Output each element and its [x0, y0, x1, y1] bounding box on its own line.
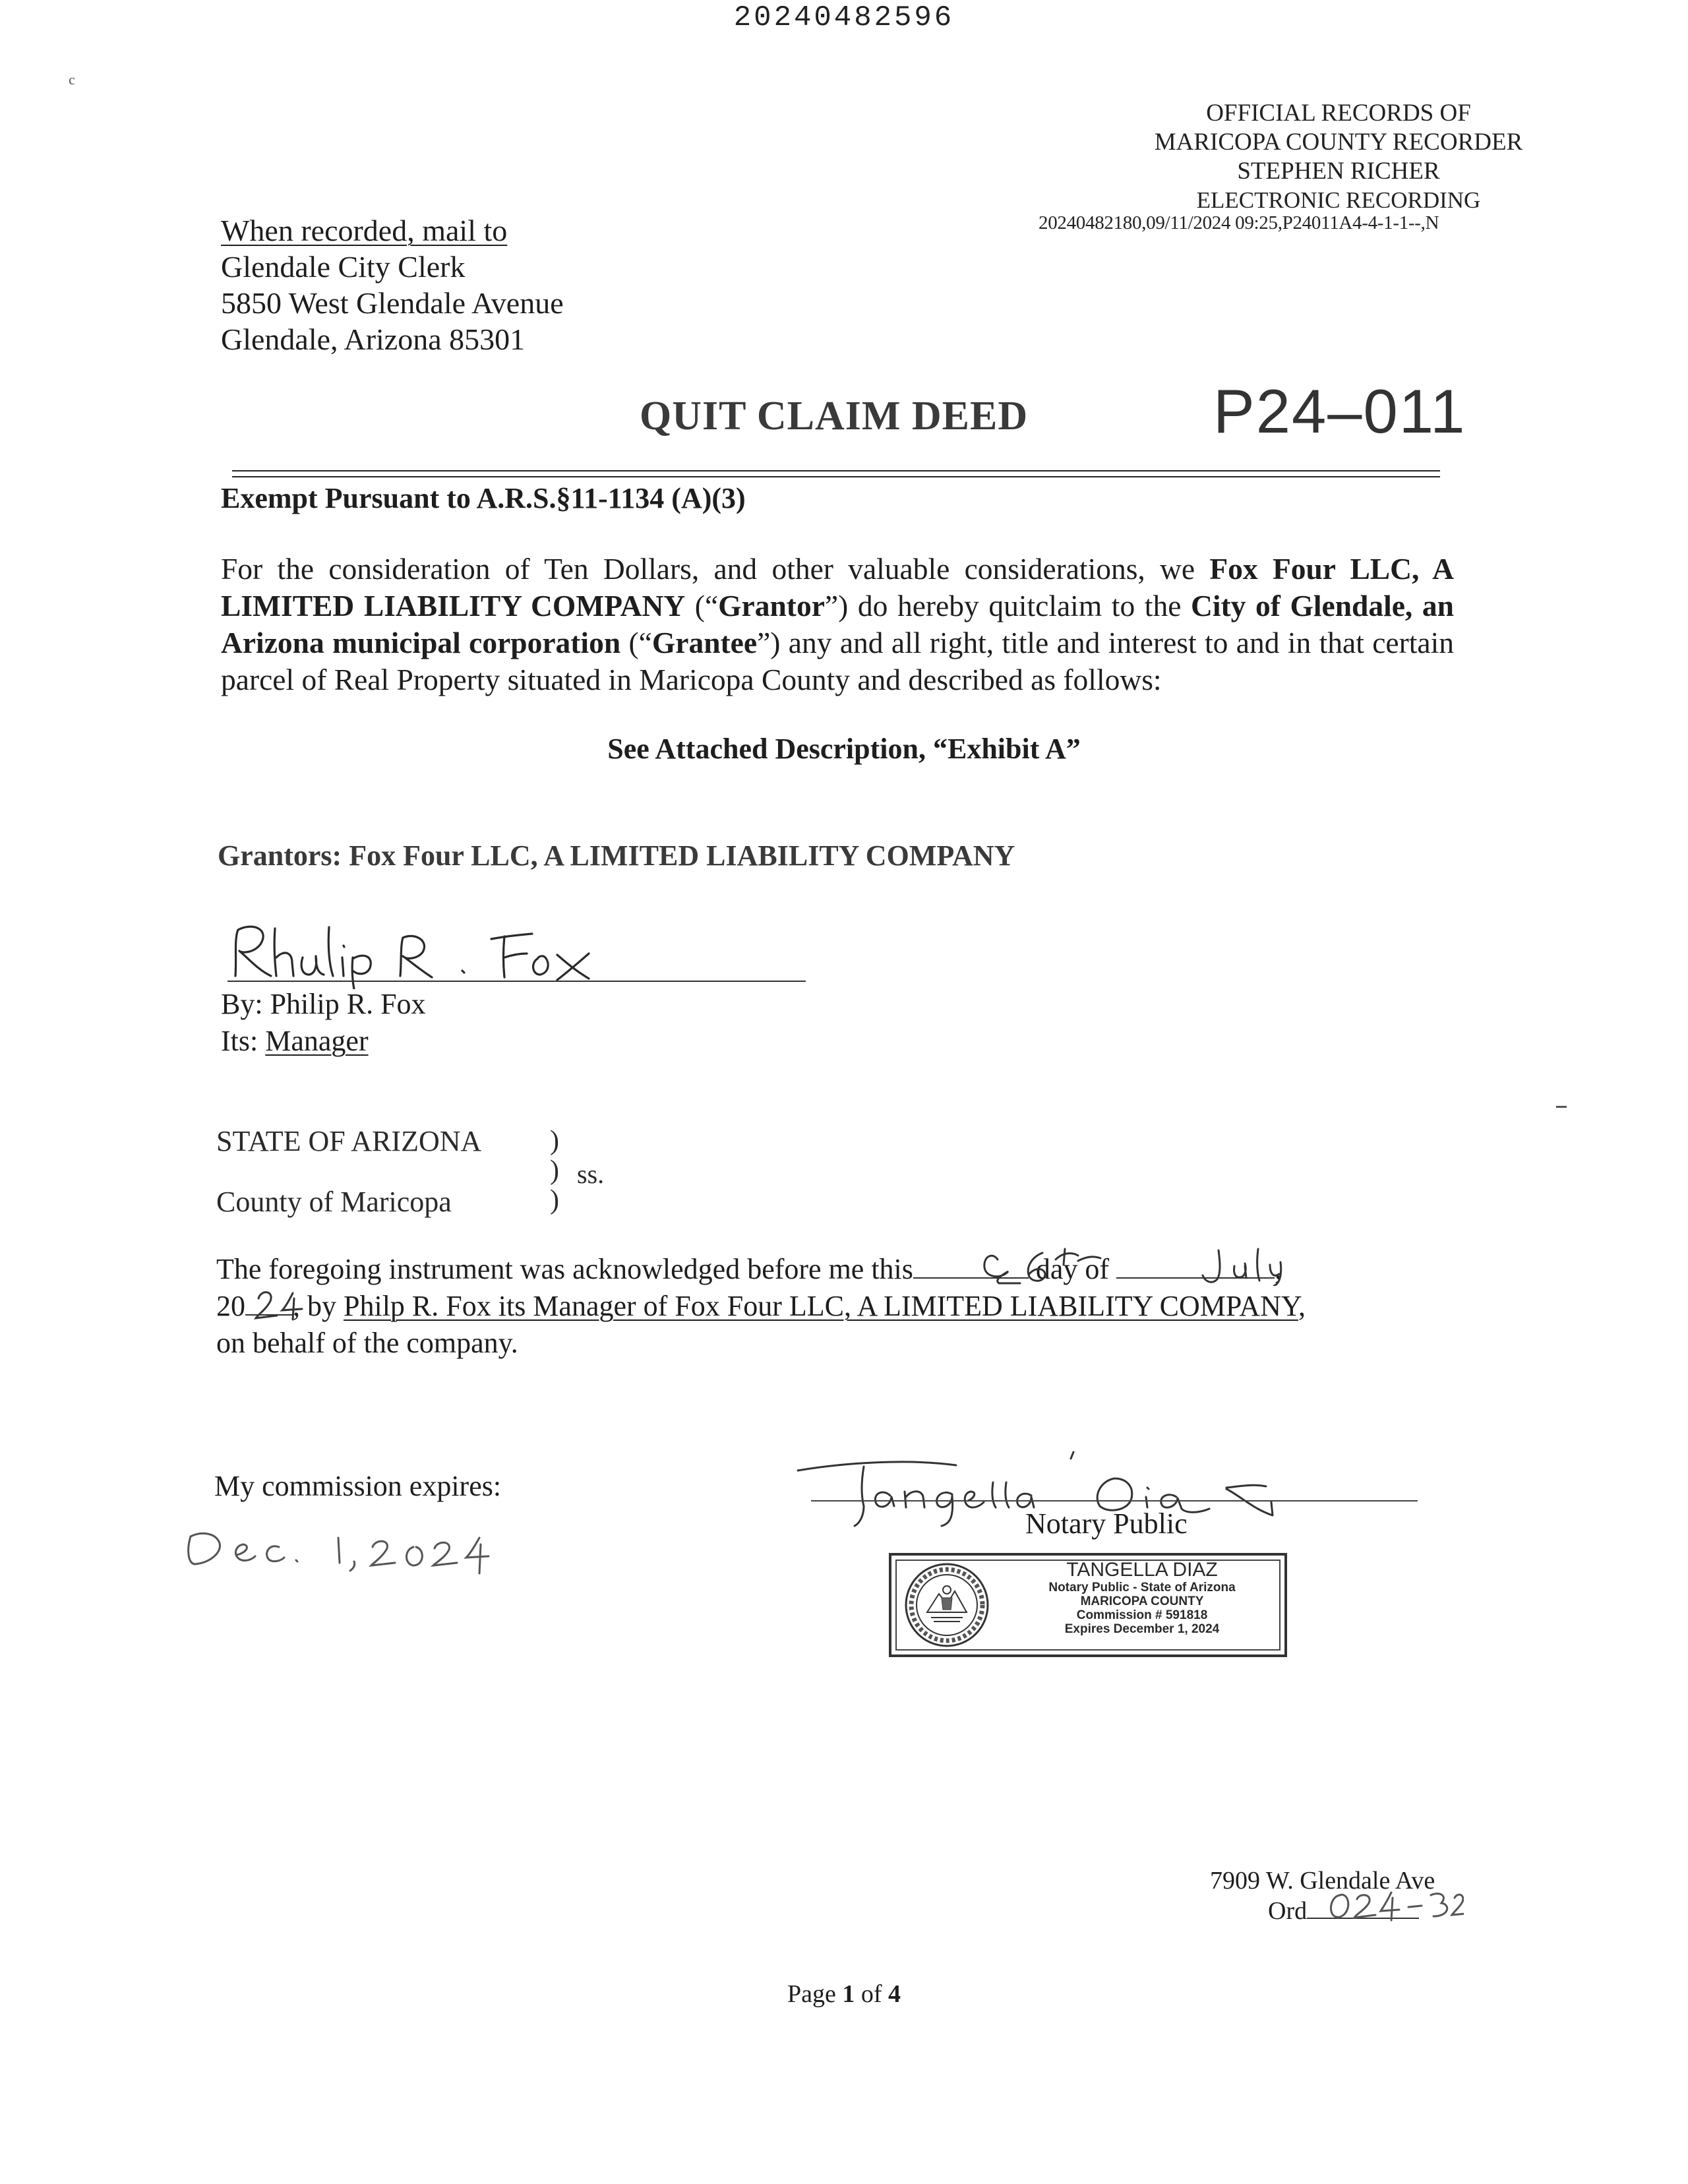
title-rule-bottom	[232, 476, 1440, 477]
consideration-text: For the consideration of Ten Dollars, and other valuable considerations, we	[221, 552, 1210, 586]
signer-block	[221, 986, 426, 1060]
mail-to-name: Glendale City Clerk	[221, 250, 466, 284]
ack-text: The foregoing instrument was acknowledged before me this	[216, 1253, 913, 1285]
its-label: Its:	[221, 1025, 266, 1057]
venue-state: STATE OF ARIZONA	[216, 1125, 482, 1157]
ack-year-handwritten	[252, 1283, 311, 1325]
consideration-text: (“	[620, 626, 652, 659]
seal-notary-name: TANGELLA DIAZ	[1066, 1559, 1218, 1581]
signer-name: Philip R. Fox	[270, 988, 426, 1020]
attachment-reference: See Attached Description, “Exhibit A”	[607, 733, 1081, 765]
mail-to-heading: When recorded, mail to	[221, 214, 508, 247]
signer-title: Manager	[265, 1025, 369, 1057]
venue-county: County of Maricopa	[216, 1186, 452, 1218]
property-address: 7909 W. Glendale Ave	[1210, 1867, 1435, 1895]
by-label: By:	[221, 988, 270, 1020]
ack-text: ,	[1275, 1253, 1282, 1285]
venue-ss: ss.	[577, 1159, 605, 1189]
recorder-line-3: STEPHEN RICHER	[1237, 158, 1440, 185]
scan-artifact-dash	[1556, 1106, 1567, 1108]
signature-line	[227, 981, 806, 982]
recorder-line-1: OFFICIAL RECORDS OF	[1206, 100, 1471, 127]
seal-county: MARICOPA COUNTY	[1080, 1594, 1204, 1608]
grantors-name: Fox Four LLC, A LIMITED LIABILITY COMPANY	[349, 839, 1015, 872]
page-total: 4	[888, 1980, 901, 2008]
ack-text: day of	[1035, 1253, 1110, 1285]
grantor-signature-image	[227, 917, 623, 989]
exemption-statement: Exempt Pursuant to A.R.S.§11-1134 (A)(3)	[221, 482, 746, 514]
page-of-label: of	[855, 1980, 889, 2008]
grantee-name: City of Glendale, an Arizona municipal corporation	[221, 589, 1454, 659]
deed-title: QUIT CLAIM DEED	[640, 394, 1029, 439]
ack-day-handwriting-image	[979, 1245, 1104, 1287]
grantee-label: Grantee	[651, 626, 758, 659]
scan-artifact-mark: c	[69, 71, 75, 88]
grantor-label: Grantor	[718, 589, 825, 622]
seal-notary-title: Notary Public - State of Arizona	[1048, 1581, 1236, 1594]
ordinance-label: Ord	[1268, 1897, 1308, 1925]
page-indicator	[0, 1980, 1688, 2009]
title-rule-top	[232, 470, 1440, 471]
notary-signature-line	[811, 1500, 1418, 1502]
consideration-paragraph	[221, 551, 1454, 698]
ack-year-handwriting-image	[252, 1283, 311, 1322]
mail-to-street: 5850 West Glendale Avenue	[221, 286, 564, 320]
ack-day-handwritten	[979, 1245, 1104, 1290]
seal-commission-number: Commission # 591818	[1076, 1608, 1208, 1622]
commission-date-handwritten	[181, 1523, 511, 1579]
notary-seal-text	[1017, 1560, 1267, 1636]
recording-info: 20240482180,09/11/2024 09:25,P24011A4-4-1-1--,N	[1039, 212, 1439, 233]
ack-year-prefix: 20	[216, 1290, 245, 1322]
grantor-name: Fox Four LLC, A LIMITED LIABILITY COMPANY	[221, 552, 1454, 622]
acknowledger-name: Philp R. Fox its Manager of Fox Four LLC, A LIMITED LIABILITY COMPANY	[344, 1290, 1298, 1322]
mail-to-city: Glendale, Arizona 85301	[221, 322, 526, 356]
ack-text: on behalf of the company.	[216, 1327, 518, 1359]
recorder-line-4: ELECTRONIC RECORDING	[1196, 187, 1481, 213]
ack-text: , by	[293, 1290, 344, 1322]
ack-text: ,	[1298, 1290, 1306, 1322]
page-current: 1	[842, 1980, 855, 2008]
notary-seal	[889, 1553, 1287, 1657]
notary-label: Notary Public	[1025, 1507, 1188, 1540]
ordinance-handwriting-image	[1325, 1886, 1464, 1926]
state-seal-icon	[901, 1561, 993, 1649]
recorder-line-2: MARICOPA COUNTY RECORDER	[1154, 129, 1523, 156]
ack-month-handwritten	[1192, 1246, 1304, 1289]
state-seal-emblem	[901, 1561, 993, 1653]
ordinance-number-handwritten	[1325, 1886, 1464, 1929]
commission-label: My commission expires:	[214, 1470, 502, 1502]
commission-date-handwriting-image	[181, 1523, 511, 1576]
consideration-text: ”) any and all right, title and interest to and in that certain parcel of Real Property situated in Maricopa County and described as follows:	[221, 626, 1454, 696]
venue-brace: ) ) )	[550, 1126, 559, 1215]
grantors-label: Grantors	[218, 839, 332, 872]
recorder-stamp	[1009, 99, 1668, 215]
consideration-text: ”) do hereby quitclaim to the	[824, 589, 1191, 622]
ack-month-handwriting-image	[1192, 1246, 1304, 1286]
grantors-colon: :	[332, 839, 349, 872]
document-number: 20240482596	[733, 1, 955, 34]
page-prefix: Page	[787, 1980, 843, 2008]
file-number: P24–011	[1213, 377, 1466, 446]
consideration-text: (“	[685, 589, 719, 622]
grantors-line	[218, 839, 1015, 872]
mail-to-block	[221, 212, 564, 357]
seal-expiration: Expires December 1, 2024	[1064, 1622, 1220, 1636]
